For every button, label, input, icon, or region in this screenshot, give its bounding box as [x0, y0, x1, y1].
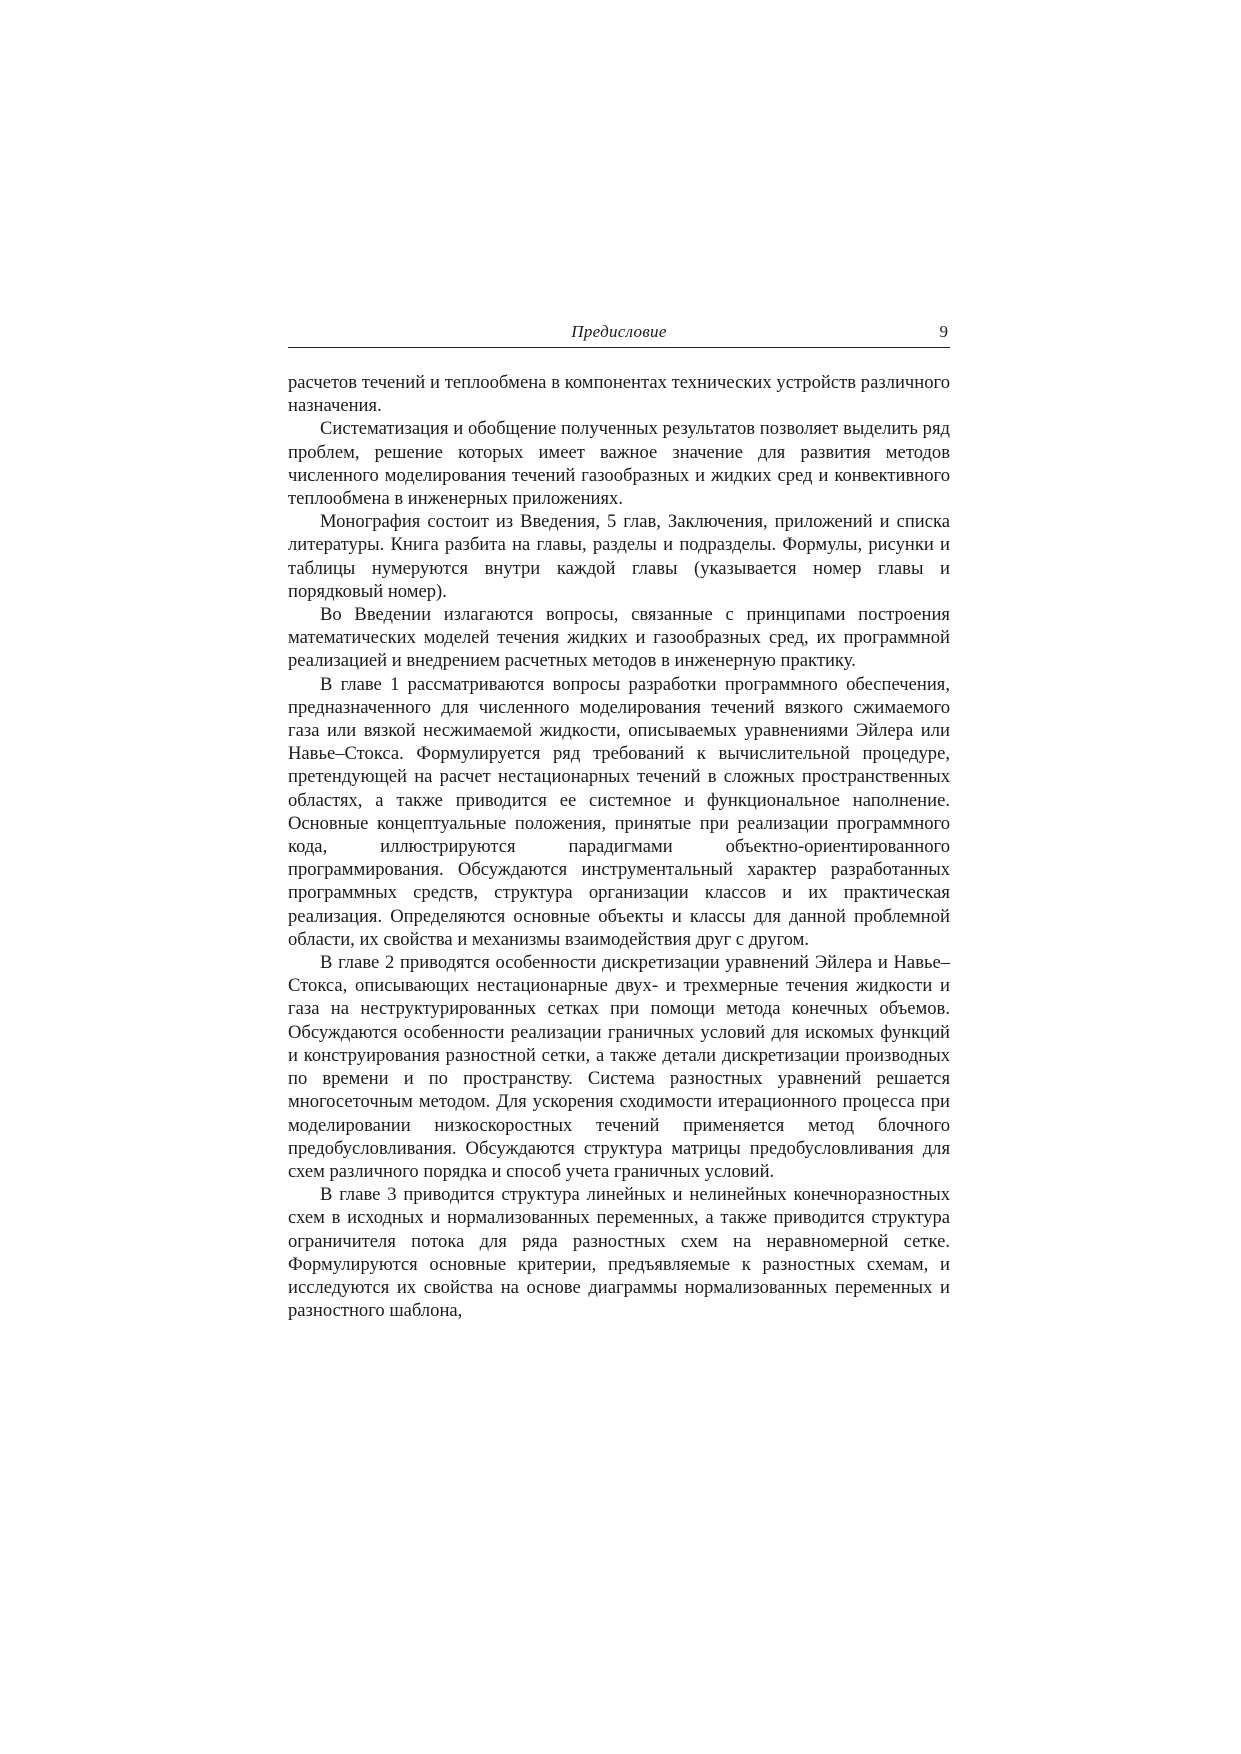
- paragraph-continuation: расчетов течений и теплообмена в компонентах технических устройств различного назначения.: [288, 372, 950, 417]
- paragraph: Монография состоит из Введения, 5 глав, Заключения, приложений и списка литературы. Книга разбита на главы, разделы и подразделы. Формулы, рисунки и таблицы нумеруются внутри каждой главы (указывается номер главы и порядковый номер).: [288, 511, 950, 602]
- paragraph: В главе 2 приводятся особенности дискретизации уравнений Эйлера и Навье–Стокса, описывающих нестационарные двух- и трехмерные течения жидкости и газа на неструктурированных сетках при помощи метода конечных объемов. Обсуждаются особенности реализации граничных условий для искомых функций и конструирования разностной сетки, а также детали дискретизации производных по времени и по пространству. Система разностных уравнений решается многосеточным методом. Для ускорения сходимости итерационного процесса при моделировании низкоскоростных течений применяется метод блочного предобусловливания. Обсуждаются структура матрицы предобусловливания для схем различного порядка и способ учета граничных условий.: [288, 952, 950, 1182]
- page-header: [288, 321, 950, 348]
- paragraph: В главе 3 приводится структура линейных и нелинейных конечноразностных схем в исходных и нормализованных переменных, а также приводится структура ограничителя потока для ряда разностных схем на неравномерной сетке. Формулируются основные критерии, предъявляемые к разностных схемам, и исследуются их свойства на основе диаграммы нормализованных переменных и разностного шаблона,: [288, 1184, 950, 1322]
- body-text: [288, 371, 950, 1322]
- paragraph: В главе 1 рассматриваются вопросы разработки программного обеспечения, предназначенного для численного моделирования течений вязкого сжимаемого газа или вязкой несжимаемой жидкости, описываемых уравнениями Эйлера или Навье–Стокса. Формулируется ряд требований к вычислительной процедуре, претендующей на расчет нестационарных течений в сложных пространственных областях, а также приводится ее системное и функциональное наполнение. Основные концептуальные положения, принятые при реализации программного кода, иллюстрируются парадигмами объектно-ориентированного программирования. Обсуждаются инструментальный характер разработанных программных средств, структура организации классов и их практическая реализация. Определяются основные объекты и классы для данной проблемной области, их свойства и механизмы взаимодействия друг с другом.: [288, 673, 950, 950]
- page-number: 9: [939, 322, 948, 341]
- paragraph: Во Введении излагаются вопросы, связанные с принципами построения математических моделей течения жидких и газообразных сред, их программной реализацией и внедрением расчетных методов в инженерную практику.: [288, 604, 950, 672]
- running-title: Предисловие: [571, 322, 667, 341]
- paragraph: Систематизация и обобщение полученных результатов позволяет выделить ряд проблем, решение которых имеет важное значение для развития методов численного моделирования течений газообразных и жидких сред и конвективного теплообмена в инженерных приложениях.: [288, 418, 950, 510]
